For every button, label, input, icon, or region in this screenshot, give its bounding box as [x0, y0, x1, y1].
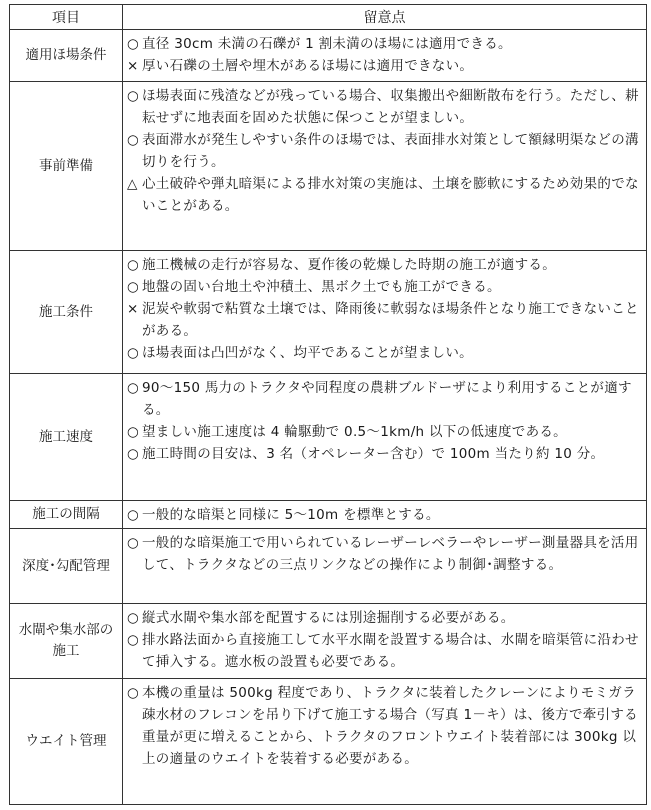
note-text: 一般的な暗渠と同様に 5～10m を標準とする。 — [142, 507, 440, 523]
note-line — [128, 276, 641, 298]
note-text: 縦式水閘や集水部を配置するには別途掘削する必要がある。 — [142, 610, 515, 626]
note-text: 本機の重量は 500kg 程度であり、トラクタに装着したクレーンによりモミガラ疎水材のフレコンを吊り下げて施工する場合（写真 1－キ）は、後方で牽引する重量が更に増えることから、トラクタのフロントウエイト装着部には 300kg 以上の適量のウエイトを装着する必要がある。 — [142, 685, 638, 767]
note-mark: ○ — [127, 535, 140, 551]
table-row — [10, 679, 647, 805]
table-row — [10, 501, 647, 529]
note-line — [128, 342, 641, 364]
note-line — [128, 377, 641, 421]
note-line — [128, 443, 641, 465]
row-notes — [123, 679, 647, 805]
row-item-label: 水閘や集水部の施工 — [10, 604, 123, 679]
precautions-table — [9, 4, 647, 805]
table-row — [10, 604, 647, 679]
note-mark: ○ — [127, 507, 140, 523]
row-notes — [123, 501, 647, 529]
note-text: 施工機械の走行が容易な、夏作後の乾燥した時期の施工が適する。 — [142, 257, 556, 273]
row-notes — [123, 30, 647, 82]
header-item: 項目 — [10, 5, 123, 30]
row-item-label: 適用ほ場条件 — [10, 30, 123, 82]
table-row — [10, 251, 647, 374]
note-line — [128, 85, 641, 129]
note-mark: ○ — [127, 132, 140, 148]
note-mark: △ — [127, 176, 138, 192]
row-notes — [123, 82, 647, 251]
note-text: ほ場表面は凸凹がなく、均平であることが望ましい。 — [142, 345, 473, 361]
row-notes — [123, 604, 647, 679]
note-text: 厚い石礫の土層や埋木があるほ場には適用できない。 — [142, 58, 474, 74]
note-mark: ○ — [127, 345, 140, 361]
table-row — [10, 374, 647, 501]
table-body — [10, 30, 647, 805]
row-item-label: 施工の間隔 — [10, 501, 123, 529]
note-line — [128, 682, 641, 770]
note-mark: ○ — [127, 446, 140, 462]
row-item-label: 施工条件 — [10, 251, 123, 374]
note-text: 地盤の固い台地土や沖積土、黒ボク土でも施工ができる。 — [142, 279, 501, 295]
note-line — [128, 129, 641, 173]
table-row — [10, 30, 647, 82]
note-text: 泥炭や軟弱で粘質な土壌では、降雨後に軟弱なほ場条件となり施工できないことがある。 — [142, 301, 639, 339]
note-line — [128, 33, 641, 55]
header-points: 留意点 — [123, 5, 647, 30]
note-text: 排水路法面から直接施工して水平水閘を設置する場合は、水閘を暗渠管に沿わせて挿入する。遮水板の設置も必要である。 — [142, 632, 639, 670]
note-mark: ○ — [127, 610, 140, 626]
note-mark: ○ — [127, 257, 140, 273]
note-mark: ○ — [127, 424, 140, 440]
row-notes — [123, 251, 647, 374]
note-line — [128, 504, 641, 526]
note-mark: ○ — [127, 88, 140, 104]
note-line — [128, 532, 641, 576]
row-notes — [123, 374, 647, 501]
note-text: 90～150 馬力のトラクタや同程度の農耕ブルドーザにより利用することが適する。 — [142, 380, 632, 418]
note-mark: ○ — [127, 380, 140, 396]
note-text: 一般的な暗渠施工で用いられているレーザーレベラーやレーザー測量器具を活用して、トラクタなどの三点リンクなどの操作により制御･調整する。 — [142, 535, 639, 573]
note-line — [128, 629, 641, 673]
note-line — [128, 298, 641, 342]
note-text: 心土破砕や弾丸暗渠による排水対策の実施は、土壌を膨軟にするため効果的でないことがある。 — [142, 176, 639, 214]
note-text: 表面滞水が発生しやすい条件のほ場では、表面排水対策として額縁明渠などの溝切りを行う。 — [142, 132, 639, 170]
table-row — [10, 82, 647, 251]
note-mark: × — [127, 301, 139, 317]
note-text: 施工時間の目安は、3 名（オペレーター含む）で 100m 当たり約 10 分。 — [142, 446, 605, 462]
note-line — [128, 421, 641, 443]
note-line — [128, 607, 641, 629]
table-row — [10, 529, 647, 604]
note-line — [128, 254, 641, 276]
note-line — [128, 55, 641, 77]
row-item-label: 施工速度 — [10, 374, 123, 501]
row-notes — [123, 529, 647, 604]
row-item-label: 事前準備 — [10, 82, 123, 251]
note-mark: × — [127, 58, 139, 74]
row-item-label: ウエイト管理 — [10, 679, 123, 805]
note-line — [128, 173, 641, 217]
note-mark: ○ — [127, 279, 140, 295]
header-row — [10, 5, 647, 30]
note-text: 望ましい施工速度は 4 輪駆動で 0.5～1km/h 以下の低速度である。 — [142, 424, 567, 440]
note-mark: ○ — [127, 685, 140, 701]
note-mark: ○ — [127, 36, 140, 52]
row-item-label: 深度･勾配管理 — [10, 529, 123, 604]
note-text: 直径 30cm 未満の石礫が 1 割未満のほ場には適用できる。 — [142, 36, 512, 52]
note-mark: ○ — [127, 632, 140, 648]
note-text: ほ場表面に残渣などが残っている場合、収集搬出や細断散布を行う。ただし、耕耘せずに地表面を固めた状態に保つことが望ましい。 — [142, 88, 639, 126]
